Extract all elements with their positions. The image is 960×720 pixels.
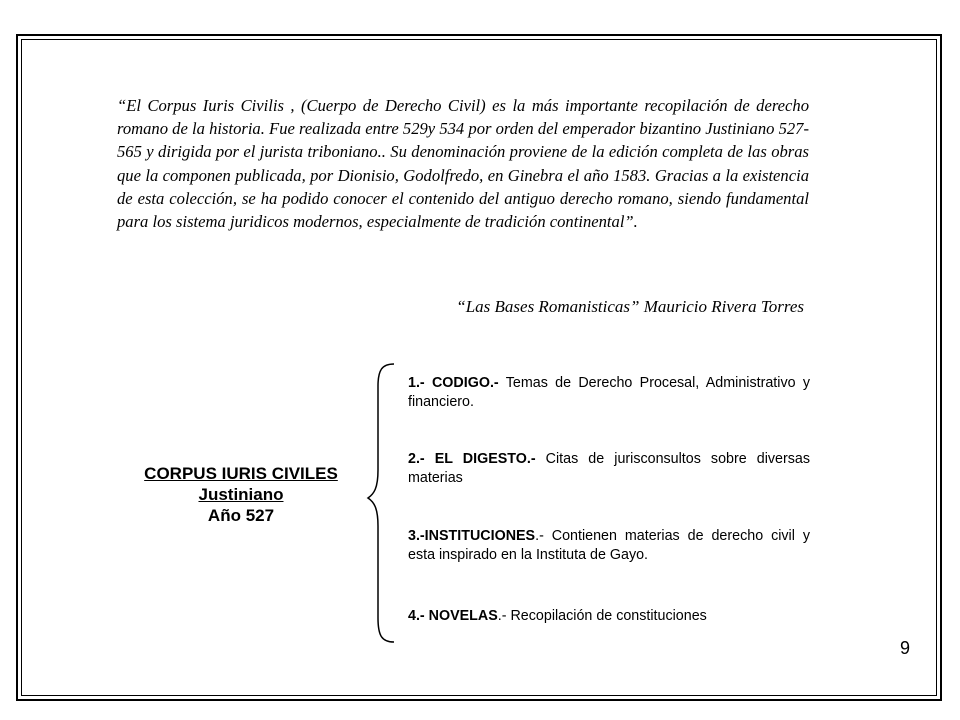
list-item-digesto — [408, 450, 810, 488]
item-heading: 2.- EL DIGESTO.- — [408, 451, 536, 467]
item-text: Temas de Derecho Procesal, Administrativo y financiero. — [408, 375, 810, 410]
item-heading: 4.- NOVELAS — [408, 608, 498, 624]
item-text: .- Recopilación de constituciones — [497, 608, 707, 624]
quote-paragraph: “El Corpus Iuris Civilis , (Cuerpo de Derecho Civil) es la más importante recopilación de derecho romano de la historia. Fue realizada entre 529y 534 por orden del emperador bizantino Justiniano 527-565 y dirigida por el jurista triboniano.. Su denominación proviene de la edición completa de las obras que la componen publicada, por Dionisio, Godolfredo, en Ginebra el año 1583. Gracias a la existencia de esta colección, se ha podido conocer el contenido del antiguo derecho romano, siendo fundamental para los sistema juridicos modernos, especialmente de tradición continental”. — [117, 96, 809, 232]
list-item-novelas — [408, 607, 810, 626]
corpus-heading — [120, 463, 362, 526]
list-item-codigo — [408, 374, 810, 412]
corpus-title: CORPUS IURIS CIVILES — [144, 464, 338, 483]
corpus-emperor: Justiniano — [198, 485, 284, 504]
page-number: 9 — [900, 638, 911, 658]
quote-attribution: “Las Bases Romanisticas” Mauricio Rivera Torres — [456, 297, 804, 316]
curly-brace-icon — [364, 362, 404, 644]
corpus-year: Año 527 — [207, 506, 275, 525]
item-text: Citas de jurisconsultos sobre diversas materias — [408, 451, 810, 486]
item-heading: 1.- CODIGO.- — [408, 375, 499, 391]
item-text: .- Contienen materias de derecho civil y esta inspirado en la Instituta de Gayo. — [408, 528, 810, 563]
list-item-instituciones — [408, 527, 810, 565]
item-heading: 3.-INSTITUCIONES — [408, 528, 536, 544]
